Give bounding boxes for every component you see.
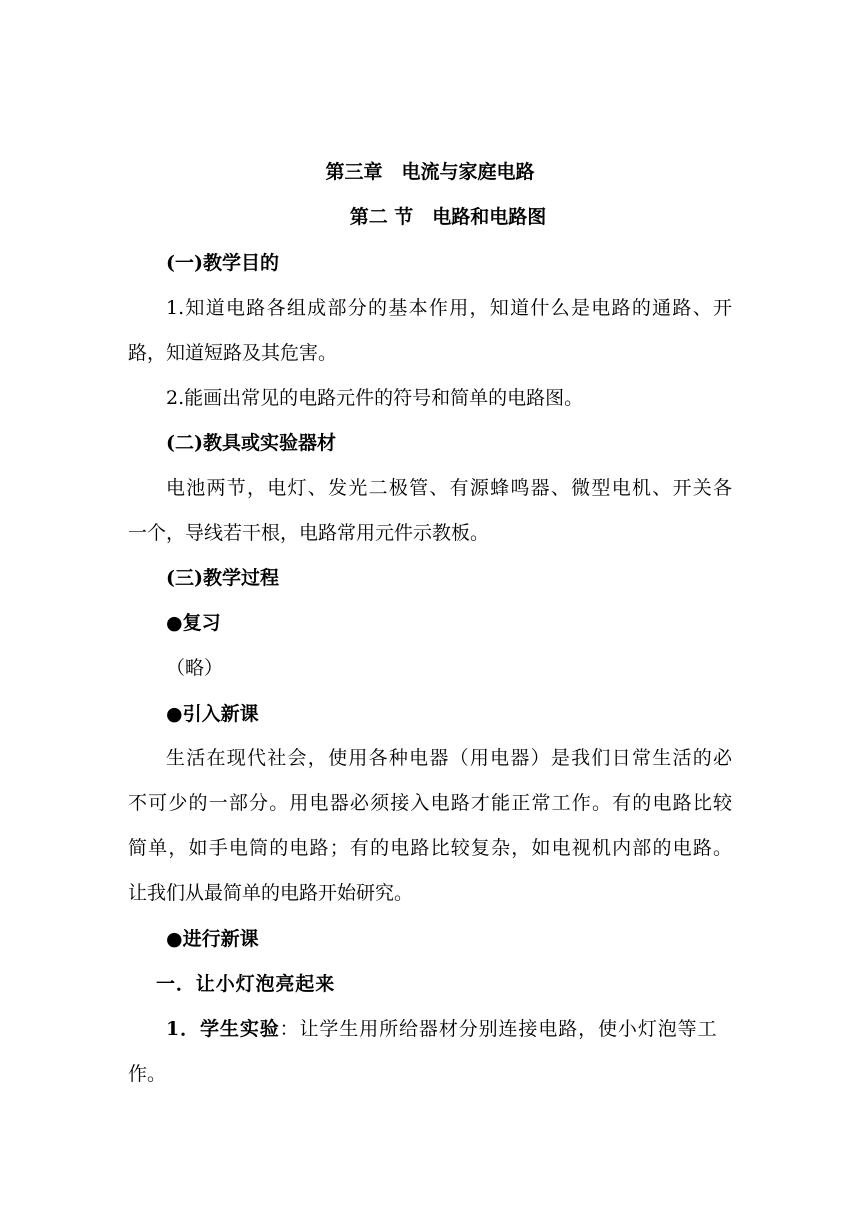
equipment-line-1: 电池两节，电灯、发光二极管、有源蜂鸣器、微型电机、开关各 — [166, 477, 732, 499]
experiment-line-2: 作。 — [128, 1063, 167, 1085]
review-heading: ●复习 — [166, 612, 221, 634]
intro-line-3: 简单，如手电筒的电路；有的电路比较复杂，如电视机内部的电路。 — [128, 837, 732, 859]
objective-item-1-line-2: 路，知道短路及其危害。 — [128, 342, 338, 364]
review-text: （略） — [166, 657, 224, 679]
section-title: 第二 节 电路和电路图 — [349, 206, 547, 228]
objective-item-1-line-1: 1.知道电路各组成部分的基本作用，知道什么是电路的通路、开 — [166, 297, 732, 319]
equipment-heading: (二)教具或实验器材 — [166, 432, 336, 454]
intro-line-4: 让我们从最简单的电路开始研究。 — [128, 882, 414, 904]
intro-line-2: 不可少的一部分。用电器必须接入电路才能正常工作。有的电路比较 — [128, 792, 732, 814]
new-lesson-heading: ●进行新课 — [166, 928, 259, 950]
experiment-text: ：让学生用所给器材分别连接电路，使小灯泡等工 — [279, 1018, 718, 1040]
chapter-title: 第三章 电流与家庭电路 — [325, 161, 535, 183]
intro-heading: ●引入新课 — [166, 703, 259, 725]
process-heading: (三)教学过程 — [166, 567, 279, 589]
objective-item-2: 2.能画出常见的电路元件的符号和简单的电路图。 — [166, 387, 584, 409]
equipment-line-2: 一个，导线若干根，电路常用元件示教板。 — [128, 522, 490, 544]
intro-line-1: 生活在现代社会，使用各种电器（用电器）是我们日常生活的必 — [166, 747, 732, 769]
objectives-heading: (一)教学目的 — [166, 252, 279, 274]
experiment-label: 1．学生实验 — [166, 1018, 280, 1040]
experiment-line-1 — [166, 1016, 717, 1042]
part-1-heading: 一．让小灯泡亮起来 — [156, 973, 336, 995]
